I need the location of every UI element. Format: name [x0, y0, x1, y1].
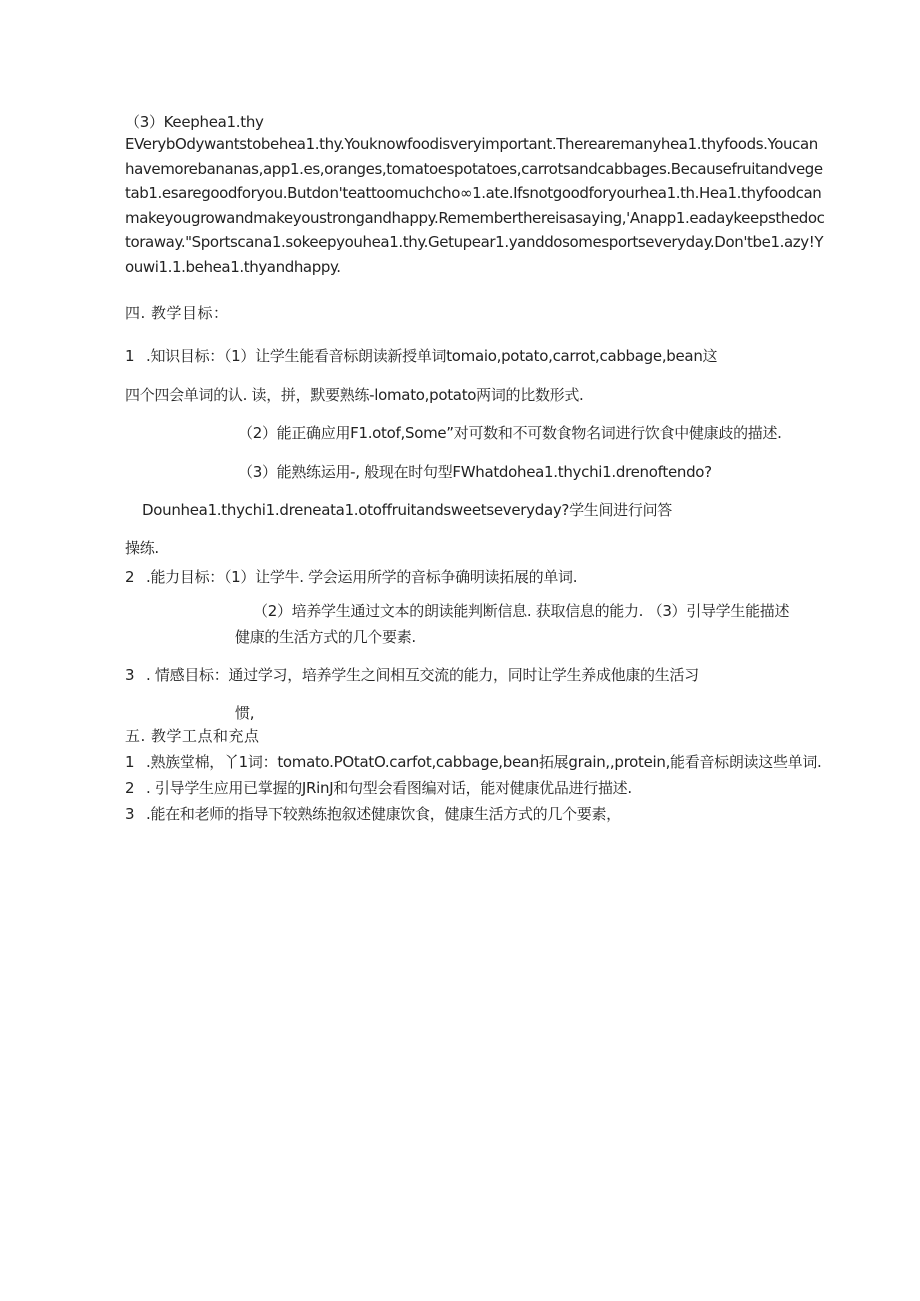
emotion-goal-line2: 惯,: [235, 704, 255, 722]
knowledge-goal-sub2: （2）能正确应用F1.otof,Some”对可数和不可数食物名词进行饮食中健康歧的描述.: [238, 424, 782, 442]
passage-paragraph: EVerybOdywantstobehea1.thy.Youknowfoodisveryimportant.Therearemanyhea1.thyfoods.Youcanhavemorebananas,app1.es,oranges,tomatoespotatoes,carrotsandcabbages.Becausefruitandvegetab1.esaregoodforyou.Butdon'teattoomuchcho∞1.ate.Ifsnotgoodforyourhea1.th.Hea1.thyfoodcanmakeyougrowandmakeyoustrongandhappy.Rememberthereisasaying,'Anapp1.eadaykeepsthedoctoraway."Sportscana1.sokeepyouhea1.thy.Getupear1.yanddosomesportseveryday.Don'tbe1.azy!Youwi1.1.behea1.thyandhappy.: [125, 135, 825, 276]
keypoint-item-1: .熟族堂棉，丫1词：tomato.POtatO.carfot,cabbage,bean拓展grain,,protein,能看音标朗读这些单词.: [146, 753, 822, 771]
knowledge-goal-line2: 四个四会单词的认. 读，拼，默要熟练-lomato,potato两词的比数形式.: [125, 386, 584, 404]
knowledge-goal-sub3-continued: Dounhea1.thychi1.dreneata1.otoffruitandsweetseveryday?学生间进行问答: [142, 501, 672, 519]
goals-heading: 四. 教学目标：: [125, 304, 229, 322]
knowledge-goal-sub3: （3）能熟练运用-, 般现在时句型FWhatdohea1.thychi1.drenoftendo?: [238, 463, 712, 481]
keypoints-heading: 五. 教学工点和充点: [125, 727, 260, 745]
ability-goal-line1: .能力目标：（1）让学牛. 学会运用所学的音标争确明读拓展的单词.: [146, 568, 578, 586]
keypoint-item-2: . 引导学生应用已掌握的JRinJ和句型会看图编对话，能对健康优品进行描述.: [146, 779, 632, 797]
ability-goal-line3: 健康的生活方式的几个要素.: [235, 628, 416, 646]
list-number: 1: [125, 347, 135, 365]
section-heading-keep-healthy: （3）Keephea1.thy: [125, 113, 264, 131]
ability-goal-line2: （2）培养学生通过文本的朗读能判断信息. 获取信息的能力. （3）引导学生能描述: [253, 602, 790, 620]
list-number: 2: [125, 568, 135, 586]
emotion-goal-line1: . 情感目标：通过学习，培养学生之间相互交流的能力，同时让学生养成他康的生活习: [146, 666, 699, 684]
knowledge-goal-line1: .知识目标：（1）让学生能看音标朗读新授单词tomaio,potato,carrot,cabbage,bean这: [146, 347, 718, 365]
knowledge-goal-sub3-end: 操练.: [125, 539, 159, 557]
list-number: 3: [125, 666, 135, 684]
list-number: 2: [125, 779, 135, 797]
list-number: 3: [125, 805, 135, 823]
keypoint-item-3: .能在和老师的指导下较熟练抱叙述健康饮食，健康生活方式的几个要素，: [146, 805, 621, 823]
list-number: 1: [125, 753, 135, 771]
